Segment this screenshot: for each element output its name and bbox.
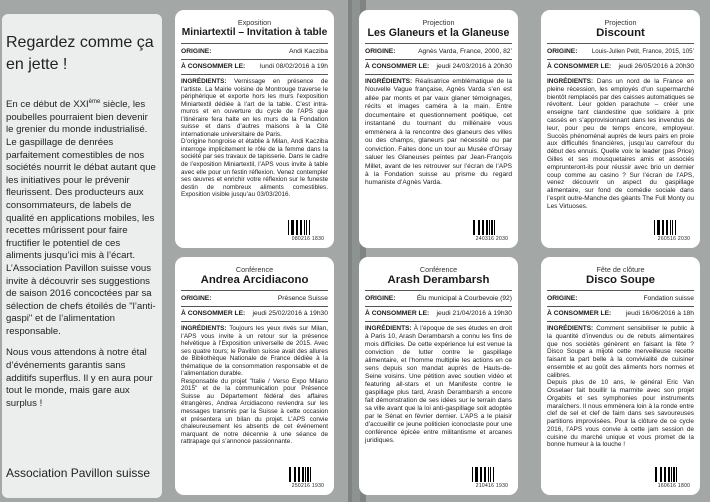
card-category: Fête de clôture	[596, 265, 645, 274]
card-title: Andrea Arcidiacono	[200, 274, 309, 286]
card-category: Projection	[422, 18, 455, 27]
divider	[547, 290, 694, 291]
barcode-number: 250216 1930	[291, 483, 325, 489]
extra-paragraph: Depuis plus de 10 ans, le général Eric Van Osselaer fait bouillir la marmite avec son projet Orgabits et ses symphonies pour instruments maraîchers. Il nous emmènera loin à la ronde entre clef de sel et clef de faim dans ses savoureuses partitions improvisées. Pour la clôture de ce cycle 2016, l’APS vous convie à cette jam session de cuisine du marché unique et vous promet de la bonne humeur à la louche !	[547, 379, 694, 449]
date-label: À CONSOMMER LE:	[547, 310, 612, 317]
card-category: Conférence	[235, 265, 274, 274]
card-title: Disco Soupe	[586, 274, 655, 286]
intro-p1-start: En ce début de XXI	[6, 99, 89, 111]
ingredients-text: Dans un nord de la France en pleine récession, les employés d’un supermarché bientôt remplacés par des caisses automatiques se révoltent. Leur golden parachute – créer une enseigne tant clandestine que solidaire à prix cassés en s’approvisionnant dans les invendus de leur, pour peu de temps encore, employeur. Succès phénoménal auprès de leurs pairs en proie aux difficultés financières, jusqu’au carrefour du début des ennuis. Quelle voix le leader (pas Price) Gilles et ses mousquetaires amis et associés emprunteront-ils pour réussir avec brio un dernier coup comme au casino ? Sur l’écran de l’APS, venez découvrir un aspect du gaspillage alimentaire, sur fond de comédie sociale dans l’esprit outre-Manche des géants The Full Monty ou Les Virtuoses.	[547, 78, 694, 210]
event-card-disco-soupe	[541, 257, 700, 495]
card-body	[181, 78, 328, 199]
extra-paragraph: D’origine hongroise et établie à Milan, Andi Kacziba interroge implicitement le rôle de la femme dans la société par ses travaux de tapisserie. Dans le cadre de l’exposition Miniartextil, l’APS vous invite à table avec elle pour un festin réflexion. Venez contempler ses œuvres et enrichir votre réflexion sur le funeste destin de nombreux aliments comestibles. Exposition visible jusqu’au 03/03/2016.	[181, 138, 328, 199]
ingredients-label: INGRÉDIENTS:	[547, 78, 594, 85]
date-value: jeudi 16/06/2016 à 18h	[625, 310, 694, 317]
intro-heading: Regardez comme ça en jette !	[6, 34, 154, 73]
origin-label: ORIGINE:	[181, 48, 212, 55]
divider	[547, 306, 694, 307]
date-label: À CONSOMMER LE:	[181, 63, 246, 70]
intro-p1-rest: siècle, les poubelles pourraient bien devenir le grenier du monde industrialisé. Le gaspillage de denrées parfaitement comestibles de nos sociétés nourrit le débat autant que les initiatives pour le prévenir fleurissent. Des producteurs aux consommateurs, de labels de qualité en applications mobiles, les recettes mûrissent pour faire fructifier le potentiel de ces aliments jusqu’ici mis à l’écart. L’Association Pavillon suisse vous invite à découvrir ses suggestions de saison 2016 concoctées par sa sélection de chefs étoilés de "l’anti-gaspi" et de l’alimentation responsable.	[6, 99, 156, 337]
card-category: Projection	[604, 18, 637, 27]
date-label: À CONSOMMER LE:	[547, 63, 612, 70]
date-value: lundi 08/02/2016 à 19h	[259, 63, 328, 70]
divider	[181, 43, 328, 44]
date-value: jeudi 24/03/2016 à 20h30	[436, 63, 512, 70]
origin-label: ORIGINE:	[547, 295, 578, 302]
card-origin-row	[547, 294, 694, 303]
barcode-bar	[676, 220, 677, 235]
barcode-bar	[494, 467, 495, 482]
ingredients-paragraph	[365, 325, 512, 445]
card-date-row	[547, 62, 694, 71]
extra-paragraph: Responsable du projet "Italie / Verso Expo Milano 2015" et de la communication pour Présence Suisse au Département fédéral des affaires étrangères, Andrea Arcidiacono reviendra sur les messages transmis par la Suisse à cette occasion et présentera un bilan du projet. L’APS convie chaleureusement les absents de cet événement marquant de notre décennie à une séance de rattrapage qui s’annonce passionnante.	[181, 377, 328, 446]
event-card-derambarsh	[359, 257, 518, 495]
ingredients-label: INGRÉDIENTS:	[365, 325, 412, 332]
card-date-row	[547, 309, 694, 318]
card-origin-row	[181, 294, 328, 303]
ingredients-label: INGRÉDIENTS:	[181, 325, 227, 332]
barcode	[288, 220, 328, 242]
intro-p1-sup: ème	[88, 99, 101, 105]
card-origin-row	[547, 47, 694, 56]
ingredients-paragraph	[547, 325, 694, 379]
ingredients-paragraph	[181, 325, 328, 378]
barcode-bar	[676, 467, 677, 482]
date-value: jeudi 26/05/2016 à 20h30	[618, 63, 694, 70]
barcode-number: 210416 1930	[475, 483, 509, 489]
ingredients-label: INGRÉDIENTS:	[181, 78, 227, 85]
ingredients-paragraph	[547, 78, 694, 211]
origin-label: ORIGINE:	[547, 48, 578, 55]
divider	[181, 290, 328, 291]
card-body	[365, 78, 512, 188]
divider	[365, 43, 512, 44]
origin-value: Élu municipal à Courbevoie (92)	[416, 295, 512, 302]
intro-panel	[0, 0, 166, 502]
origin-label: ORIGINE:	[365, 48, 396, 55]
card-origin-row	[365, 294, 512, 303]
ingredients-paragraph	[365, 78, 512, 188]
card-date-row	[365, 309, 512, 318]
intro-paragraph-2: Nous vous attendons à notre étal d’événements garantis sans additifs superflus. Il y en aura pour tout le monde, mais gare aux surplus !	[6, 347, 153, 409]
card-date-row	[365, 62, 512, 71]
card-body	[547, 78, 694, 211]
divider	[365, 59, 512, 60]
event-card-discount	[541, 10, 700, 248]
barcode-bar	[310, 220, 311, 235]
divider	[365, 321, 512, 322]
origin-value: Fondation suisse	[643, 295, 694, 302]
origin-value: Agnès Varda, France, 2000, 82’	[418, 48, 512, 55]
card-title: Les Glaneurs et la Glaneuse	[367, 27, 510, 39]
ingredients-text: Comment sensibiliser le public à la quantité d’invendus ou de rebuts alimentaires que nos sociétés génèrent en faisant la fête ? Disco Soupe a mijoté cette merveilleuse recette faisant la part belle à la convivialité de cuisiner ensemble et au goût des aliments hors normes et calibres.	[547, 325, 694, 379]
barcode-bars	[288, 467, 328, 482]
barcode	[288, 467, 328, 489]
divider	[365, 74, 512, 75]
barcode	[654, 467, 694, 489]
origin-value: Présence Suisse	[277, 295, 328, 302]
barcode	[472, 220, 512, 242]
ingredients-label: INGRÉDIENTS:	[547, 325, 594, 332]
date-label: À CONSOMMER LE:	[365, 310, 430, 317]
intro-paragraph-1	[6, 96, 157, 338]
card-body	[181, 325, 328, 446]
barcode-number: 240316 2030	[475, 236, 509, 242]
barcode-bar	[494, 220, 495, 235]
divider	[547, 59, 694, 60]
signature: Association Pavillon suisse	[6, 466, 151, 480]
barcode-bar	[310, 467, 311, 482]
ingredients-paragraph	[181, 78, 328, 138]
origin-value: Louis-Julien Petit, France, 2015, 105’	[591, 48, 694, 55]
card-body	[365, 325, 512, 445]
divider	[181, 74, 328, 75]
divider	[181, 59, 328, 60]
ingredients-label: INGRÉDIENTS:	[365, 78, 413, 85]
card-title: Miniartextil – Invitation à table	[181, 27, 328, 38]
divider	[547, 321, 694, 322]
ingredients-text: Toujours les yeux rivés sur Milan, l’APS vous invite à un retour sur la présence helvétique à l’Exposition universelle de 2015. Avec ses quatre tours; le Pavillon suisse avait des allures de Bibliothèque Nationale de France dédiée à la thématique de la consommation responsable et de l’alimentation durable.	[181, 325, 328, 378]
date-value: jeudi 21/04/2016 à 19h30	[436, 310, 512, 317]
barcode-bars	[288, 220, 328, 235]
barcode	[472, 467, 512, 489]
card-origin-row	[181, 47, 328, 56]
origin-label: ORIGINE:	[181, 295, 212, 302]
divider	[181, 306, 328, 307]
divider	[181, 321, 328, 322]
divider	[365, 290, 512, 291]
barcode-bars	[472, 467, 512, 482]
barcode-number: 080216 1830	[291, 236, 325, 242]
date-label: À CONSOMMER LE:	[181, 310, 246, 317]
event-card-arcidiacono	[175, 257, 334, 495]
divider	[547, 74, 694, 75]
origin-label: ORIGINE:	[365, 295, 396, 302]
ingredients-text: À l’époque de ses études en droit à Paris 10, Arash Derambarsh a connu les fins de mois difficiles. De cette expérience lui est venue la conviction de lutter contre le gaspillage alimentaire, et l’homme multiplie les actions en ce sens depuis son mandat auprès de Hauts-de-Seine voisins. Une pétition avec soutien vidéo et featuring all-stars et un Manifeste contre le gaspillage plus tard, Arash Derambarsh a encore fait démonstration de ses idées sur le terrain dans sa ville avant que la loi anti-gaspillage soit adoptée par le Sénat en février dernier. L’APS a le plaisir d’accueillir ce jeune politicien iconoclaste pour une conférence épicée entre militantisme et arcanes juridiques.	[365, 325, 512, 444]
card-category: Conférence	[419, 265, 458, 274]
divider	[365, 306, 512, 307]
card-date-row	[181, 62, 328, 71]
origin-value: Andi Kacziba	[288, 48, 328, 55]
card-title: Discount	[596, 27, 645, 39]
event-card-miniartextil	[175, 10, 334, 248]
ingredients-text: Réalisatrice emblématique de la Nouvelle Vague française, Agnès Varda s’en est allée par monts et par vaux glaner témoignages, récits et images caméra à la main. Entre documentaire et questionnement poétique, cet instantané du tournant du millénaire vous emmènera à la rencontre des glaneurs des villes ou des champs, glaneurs par nécessité ou par conviction. Faites donc un tour au Musée d’Orsay saluer les Glaneuses peintes par Jean-François Millet, avant de les retrouver sur l’écran de l’APS à la Fondation suisse au prisme du regard humaniste d’Agnès Varda.	[365, 78, 512, 187]
card-category: Exposition	[237, 18, 272, 27]
ingredients-text: Vernissage en présence de l’artiste. La Mairie voisine de Montrouge traverse le périphérique et exporte hors les murs l’exposition Miniartextil dédiée à l’art de la table. C’est intra-muros et en ouverture du cycle de l’APS que l’itinéraire fera halte en les murs de la Fondation suisse et dans d’autres maisons à la Cité internationale universitaire de Paris.	[181, 78, 328, 138]
event-card-glaneurs	[359, 10, 518, 248]
date-label: À CONSOMMER LE:	[365, 63, 430, 70]
barcode-bars	[472, 220, 512, 235]
barcode	[654, 220, 694, 242]
barcode-bars	[654, 220, 694, 235]
card-title: Arash Derambarsh	[387, 274, 490, 286]
intro-text	[6, 96, 157, 419]
card-body	[547, 325, 694, 449]
barcode-number: 260516 2030	[657, 236, 691, 242]
barcode-bars	[654, 467, 694, 482]
divider	[547, 43, 694, 44]
card-origin-row	[365, 47, 512, 56]
barcode-number: 160616 1800	[657, 483, 691, 489]
card-date-row	[181, 309, 328, 318]
date-value: jeudi 25/02/2016 à 19h30	[252, 310, 328, 317]
